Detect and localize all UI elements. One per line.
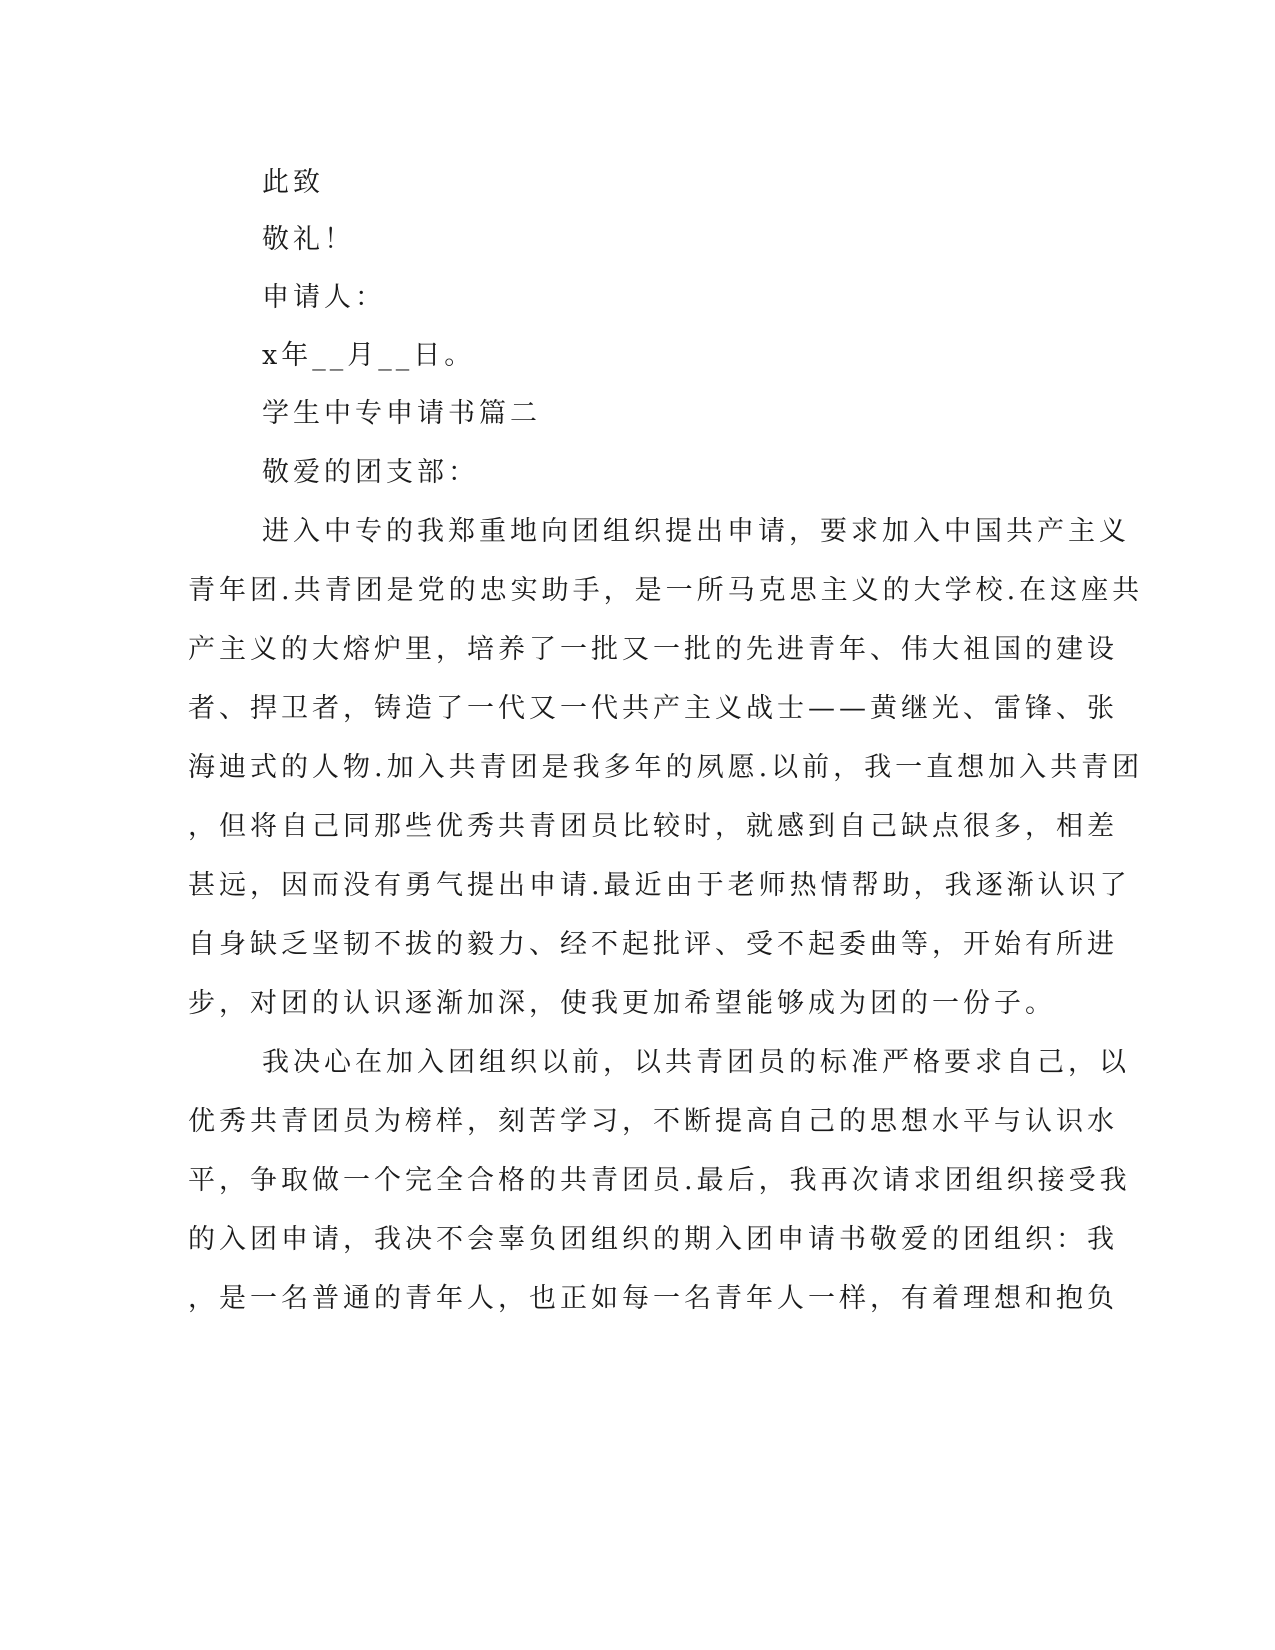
closing-salutation: 此致 xyxy=(262,167,324,198)
closing-regards: 敬礼！ xyxy=(262,224,355,255)
paragraph-2-line-5: ，是一名普通的青年人，也正如每一名青年人一样，有着理想和抱负 xyxy=(188,1283,1118,1314)
paragraph-2-line-2: 优秀共青团员为榜样，刻苦学习，不断提高自己的思想水平与认识水 xyxy=(188,1106,1118,1137)
addressee: 敬爱的团支部： xyxy=(262,457,479,488)
date-line: x年__月__日。 xyxy=(262,340,476,371)
paragraph-1-line-6: ，但将自己同那些优秀共青团员比较时，就感到自己缺点很多，相差 xyxy=(188,811,1118,842)
paragraph-1-line-5: 海迪式的人物.加入共青团是我多年的夙愿.以前，我一直想加入共青团 xyxy=(188,752,1144,783)
paragraph-1-line-1: 进入中专的我郑重地向团组织提出申请，要求加入中国共产主义 xyxy=(262,516,1130,547)
paragraph-1-line-9: 步，对团的认识逐渐加深，使我更加希望能够成为团的一份子。 xyxy=(188,988,1056,1019)
paragraph-1-line-8: 自身缺乏坚韧不拔的毅力、经不起批评、受不起委曲等，开始有所进 xyxy=(188,929,1118,960)
paragraph-1-line-2: 青年团.共青团是党的忠实助手，是一所马克思主义的大学校.在这座共 xyxy=(188,575,1144,606)
paragraph-2-line-3: 平，争取做一个完全合格的共青团员.最后，我再次请求团组织接受我 xyxy=(188,1165,1131,1196)
paragraph-1-line-7: 甚远，因而没有勇气提出申请.最近由于老师热情帮助，我逐渐认识了 xyxy=(188,870,1131,901)
paragraph-1-line-4: 者、捍卫者，铸造了一代又一代共产主义战士——黄继光、雷锋、张 xyxy=(188,693,1118,724)
paragraph-2-line-1: 我决心在加入团组织以前，以共青团员的标准严格要求自己，以 xyxy=(262,1047,1130,1078)
applicant-label: 申请人： xyxy=(262,282,386,313)
paragraph-2-line-4: 的入团申请，我决不会辜负团组织的期入团申请书敬爱的团组织：我 xyxy=(188,1224,1118,1255)
section-title: 学生中专申请书篇二 xyxy=(262,398,541,429)
paragraph-1-line-3: 产主义的大熔炉里，培养了一批又一批的先进青年、伟大祖国的建设 xyxy=(188,634,1118,665)
